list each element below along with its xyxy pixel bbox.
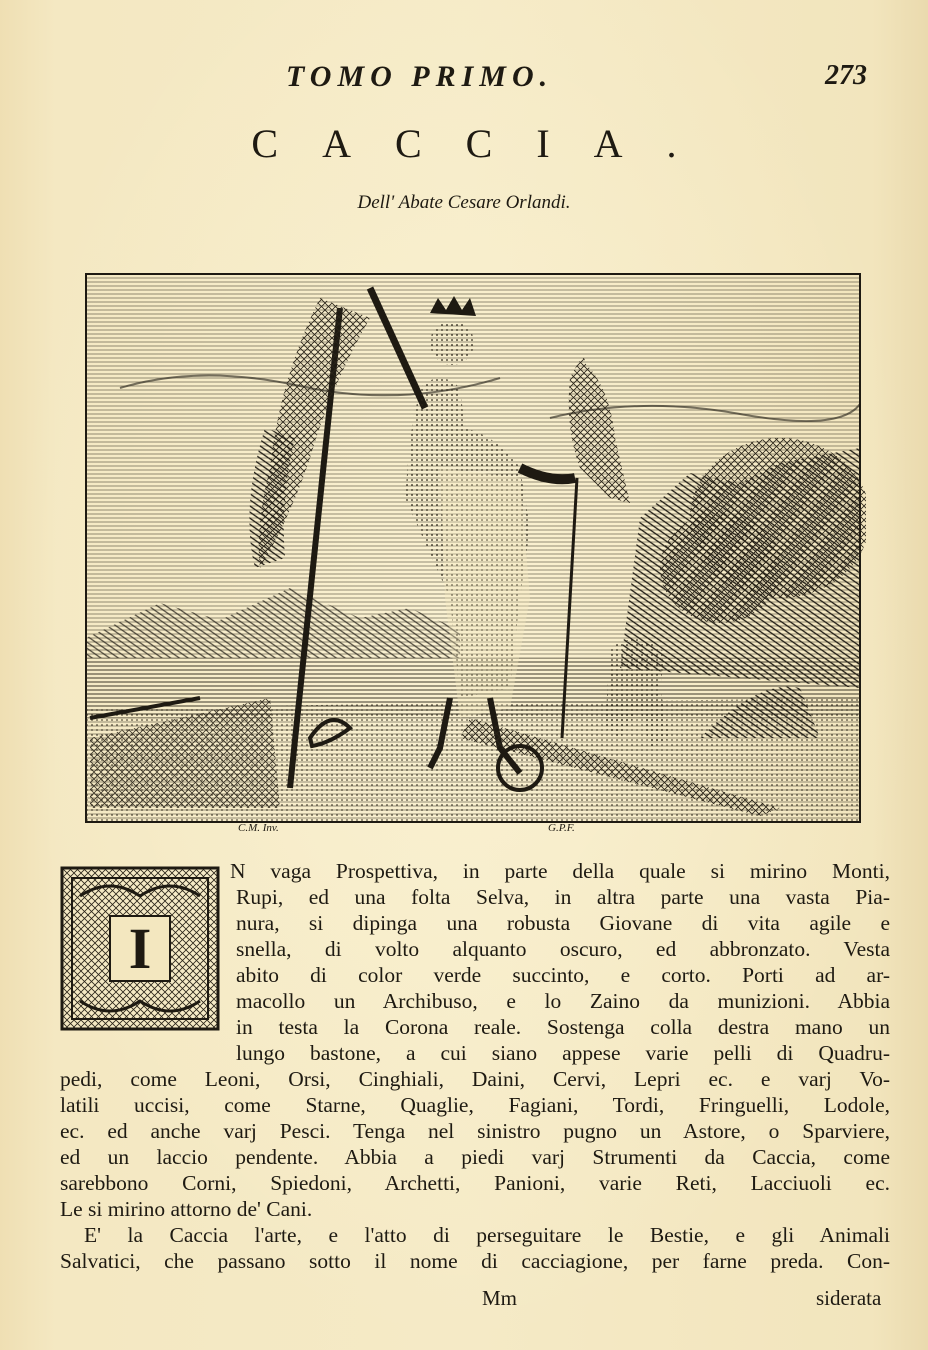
text-line: E' la Caccia l'arte, e l'atto di perseguitare le Bestie, e gli Animali	[84, 1223, 890, 1247]
text-line: snella, di volto alquanto oscuro, ed abbronzato. Vesta	[236, 937, 890, 961]
article-byline: Dell' Abate Cesare Orlandi.	[357, 192, 571, 213]
page-footer	[0, 1286, 928, 1316]
text-line: sarebbono Corni, Spiedoni, Archetti, Panioni, varie Reti, Lacciuoli ec.	[60, 1171, 890, 1195]
text-line: N vaga Prospettiva, in parte della quale si mirino Monti,	[230, 859, 890, 883]
text-line: Le si mirino attorno de' Cani.	[60, 1197, 313, 1221]
text-line: abito di color verde succinto, e corto. Porti ad ar-	[236, 963, 890, 987]
text-line: ec. ed anche varj Pesci. Tenga nel sinistro pugno un Astore, o Sparviere,	[60, 1119, 890, 1143]
engraving-illustration	[80, 268, 866, 834]
text-line: latili uccisi, come Starne, Quaglie, Fagiani, Tordi, Fringuelli, Lodole,	[60, 1093, 890, 1117]
text-line: lungo bastone, a cui siano appese varie pelli di Quadru-	[236, 1041, 890, 1065]
text-line: ed un laccio pendente. Abbia a piedi varj Strumenti da Caccia, come	[60, 1145, 890, 1169]
catchword: siderata	[816, 1286, 882, 1310]
engraving-inventor-signature: C.M. Inv.	[238, 822, 279, 834]
engraving-image	[80, 268, 866, 834]
page-number: 273	[825, 60, 867, 91]
body-text	[60, 858, 890, 1274]
article-title: CACCIA.	[251, 121, 721, 166]
text-line: in testa la Corona reale. Sostenga colla destra mano un	[236, 1015, 890, 1039]
running-head	[0, 60, 928, 100]
engraving-engraver-signature: G.P.F.	[548, 822, 575, 834]
text-line: Salvatici, che passano sotto il nome di cacciagione, per farne preda. Con-	[60, 1249, 890, 1273]
text-line: macollo un Archibuso, e lo Zaino da munizioni. Abbia	[236, 989, 890, 1013]
text-line: nura, si dipinga una robusta Giovane di vita agile e	[236, 911, 890, 935]
initial-letter: I	[128, 916, 152, 981]
text-line: Rupi, ed una folta Selva, in altra parte una vasta Pia-	[236, 885, 890, 909]
gathering-signature: Mm	[482, 1286, 518, 1310]
text-line: pedi, come Leoni, Orsi, Cinghiali, Daini, Cervi, Lepri ec. e varj Vo-	[60, 1067, 890, 1091]
running-title: TOMO PRIMO.	[286, 60, 554, 93]
